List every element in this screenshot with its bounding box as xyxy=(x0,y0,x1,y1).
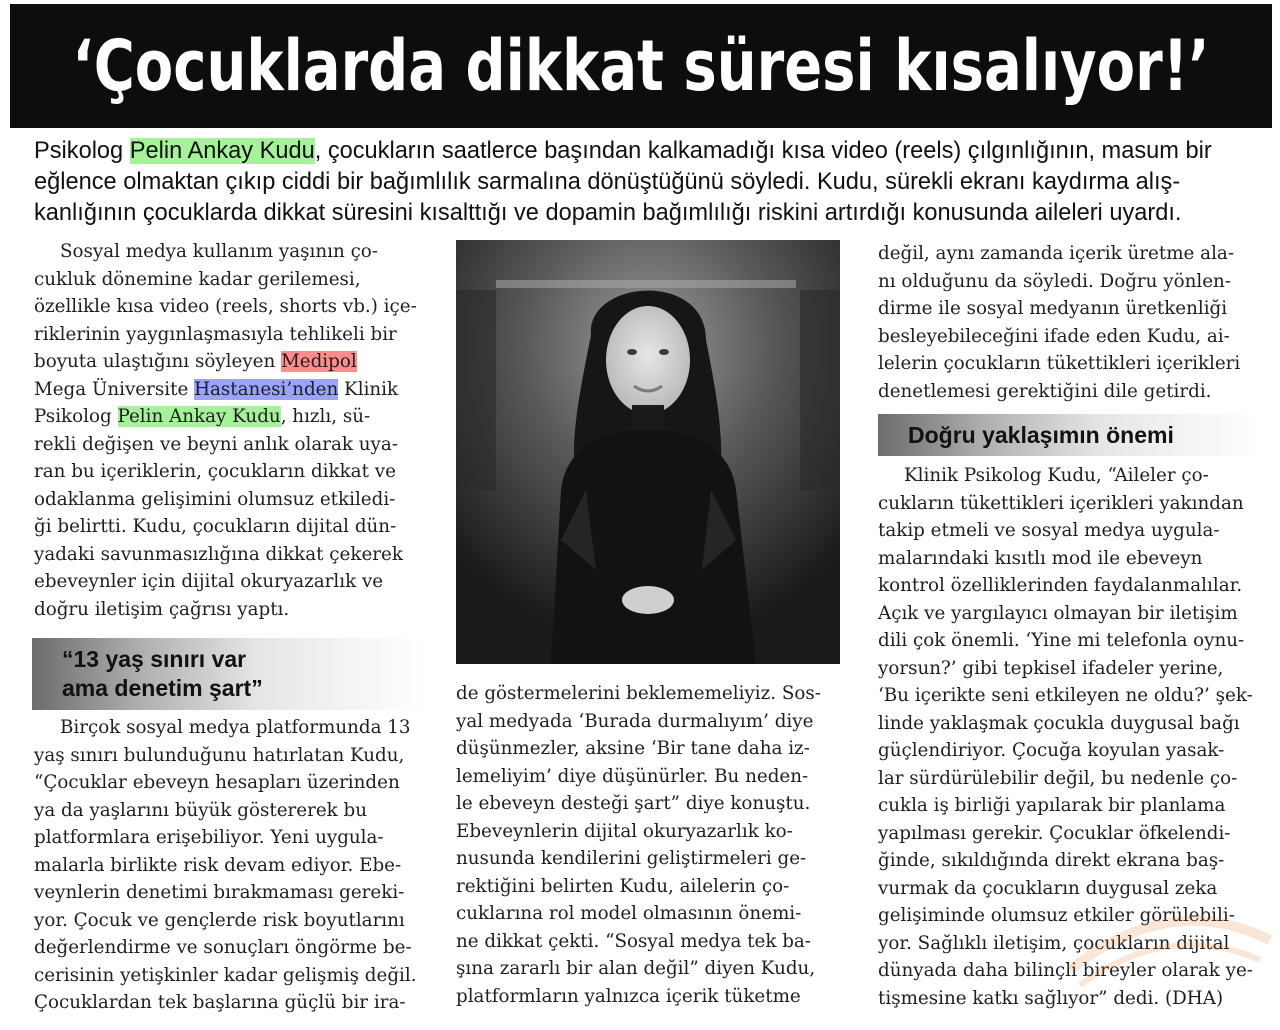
body-line: platformlara erişebiliyor. Yeni uygula- xyxy=(34,827,384,848)
body-line: Ebeveynlerin dijital okuryazarlık ko- xyxy=(456,820,793,842)
body-line: dili çok önemli. ‘Yine mi telefonla oynu- xyxy=(878,630,1245,651)
body-line: Birçok sosyal medya platformunda 13 xyxy=(60,717,411,738)
body-line: nı olduğunu da söyledi. Doğru yönlen- xyxy=(878,270,1231,292)
body-line: yal medyada ‘Burada durmalıyım’ diye xyxy=(456,710,814,732)
column-1 xyxy=(34,238,434,623)
body-line: lemeliyim’ diye düşünürler. Bu neden- xyxy=(456,765,809,787)
body-line: veynlerin denetimi bırakmaması gereki- xyxy=(34,882,405,903)
body-line xyxy=(34,348,434,376)
body-line: dünyada daha bilinçli bireyler olarak ye- xyxy=(878,960,1253,981)
portrait-photo xyxy=(456,240,840,664)
body-line: yaş sınırı bulunduğunu hatırlatan Kudu, xyxy=(34,744,405,766)
body-line: platformların yalnızca içerik tüketme xyxy=(456,985,801,1007)
body-line: malarla birlikte risk devam ediyor. Ebe- xyxy=(34,854,402,876)
organization-highlight: Hastanesi’nden xyxy=(194,378,339,400)
body-line xyxy=(34,403,434,431)
body-line xyxy=(34,376,434,404)
body-line: güçlendiriyor. Çocuğa koyulan yasak- xyxy=(878,740,1225,761)
body-line: yor. Sağlıklı iletişim, çocukların dijital xyxy=(878,932,1230,954)
body-line: riklerinin yaygınlaşmasıyla tehlikeli bir xyxy=(34,323,397,345)
column-3-continued xyxy=(878,462,1274,1012)
body-line: değil, aynı zamanda içerik üretme ala- xyxy=(878,243,1234,264)
column-3 xyxy=(878,240,1274,405)
body-line: rekli değişen ve beyni anlık olarak uya- xyxy=(34,433,398,455)
body-text: Psikolog xyxy=(34,406,118,427)
lead-text: , çocukların saatlerce başından kalkamadığı kısa video (reels) çılgınlığının, masum bir xyxy=(314,138,1212,164)
body-text: , hızlı, sü- xyxy=(280,406,371,427)
body-line: gelişiminde olumsuz etkiler görülebili- xyxy=(878,905,1235,926)
body-line: düşünmezler, aksine ‘Bir tane daha iz- xyxy=(456,738,810,759)
body-line: besleyebileceğini ifade eden Kudu, ai- xyxy=(878,325,1230,347)
body-line: vurmak da çocukların duygusal zeka xyxy=(878,877,1218,899)
lead-line: kanlığının çocuklarda dikkat süresini kısalttığı ve dopamin bağımlılığı riskini artırdığı konusunda aileleri uyardı. xyxy=(34,200,1182,226)
body-text: Klinik xyxy=(338,378,399,400)
body-line: takip etmeli ve sosyal medya uygula- xyxy=(878,520,1220,541)
body-line: ği belirtti. Kudu, çocukların dijital dün- xyxy=(34,516,397,537)
portrait-illustration xyxy=(456,240,840,664)
body-line: Klinik Psikolog Kudu, “Aileler ço- xyxy=(904,465,1209,486)
lead-text: Psikolog xyxy=(34,138,130,164)
lead-line: eğlence olmaktan çıkıp ciddi bir bağımlılık sarmalına dönüştüğünü söyledi. Kudu, sürekli ekranı kaydırma alış- xyxy=(34,169,1181,195)
body-line: cukların tükettikleri içerikleri yakından xyxy=(878,492,1244,514)
body-line: cukla iş birliği yapılarak bir planlama xyxy=(878,795,1226,816)
lead-paragraph xyxy=(34,136,1274,229)
body-line: Sosyal medya kullanım yaşının ço- xyxy=(60,241,378,262)
body-line: cukluk dönemine kadar gerilemesi, xyxy=(34,268,361,290)
lead-line xyxy=(34,136,1274,167)
body-line: ran bu içeriklerin, çocukların dikkat ve xyxy=(34,461,396,482)
body-line: ne dikkat çekti. “Sosyal medya tek ba- xyxy=(456,930,811,952)
body-line: cerisinin yetişkinler kadar gelişmiş değil. xyxy=(34,964,417,986)
body-line: dirme ile sosyal medyanın üretkenliği xyxy=(878,298,1228,319)
body-line: Çocuklardan tek başlarına güçlü bir ira- xyxy=(34,992,406,1013)
body-line: şına zararlı bir alan değil” diyen Kudu, xyxy=(456,958,816,979)
body-line: özellikle kısa video (reels, shorts vb.) içe- xyxy=(34,296,417,317)
column-2 xyxy=(456,680,856,1010)
column-1-continued xyxy=(34,714,434,1017)
organization-highlight: Medipol xyxy=(281,351,357,372)
body-text: boyuta ulaştığını söyleyen xyxy=(34,351,282,372)
body-line: yadaki savunmasızlığına dikkat çekerek xyxy=(34,543,403,565)
body-line: ya da yaşlarını büyük göstererek bu xyxy=(34,799,368,821)
body-line: ebeveynler için dijital okuryazarlık ve xyxy=(34,571,384,592)
body-line: yor. Çocuk ve gençlerde risk boyutlarını xyxy=(34,909,405,931)
body-line: denetlemesi gerektiğini dile getirdi. xyxy=(878,380,1212,402)
body-line: doğru iletişim çağrısı yaptı. xyxy=(34,598,290,620)
body-line: lar sürdürülebilir değil, bu nedenle ço- xyxy=(878,767,1238,789)
body-line: değerlendirme ve sonuçları öngörme be- xyxy=(34,937,412,958)
body-text: Mega Üniversite xyxy=(34,378,195,400)
body-line: linde yaklaşmak çocukla duygusal bağı xyxy=(878,712,1240,734)
headline: ‘Çocuklarda dikkat süresi kısalıyor!’ xyxy=(72,25,1210,107)
body-line: ğinde, sıkıldığında direkt ekrana baş- xyxy=(878,850,1225,871)
subheading-line: “13 yaş sınırı var xyxy=(62,646,247,672)
body-line: Açık ve yargılayıcı olmayan bir iletişim xyxy=(878,602,1238,624)
person-name-highlight: Pelin Ankay Kudu xyxy=(129,138,315,164)
body-line: rektiğini belirten Kudu, ailelerin ço- xyxy=(456,875,790,897)
body-line: lelerin çocukların tükettikleri içerikleri xyxy=(878,353,1241,374)
body-line: de göstermelerini beklememeliyiz. Sos- xyxy=(456,683,821,704)
body-line: tişmesine katkı sağlıyor” dedi. (DHA) xyxy=(878,987,1224,1009)
body-line: yorsun?’ gibi tepkisel ifadeler yerine, xyxy=(878,657,1224,679)
subheading-right-approach: Doğru yaklaşımın önemi xyxy=(878,414,1262,456)
subheading-line: ama denetim şart” xyxy=(62,675,263,701)
body-line: “Çocuklar ebeveyn hesapları üzerinden xyxy=(34,772,400,793)
body-line: nusunda kendilerini geliştirmeleri ge- xyxy=(456,848,807,869)
body-line: malarındaki kısıtlı mod ile ebeveyn xyxy=(878,547,1203,569)
body-line: kontrol özelliklerinden faydalanmalılar. xyxy=(878,575,1243,596)
body-line: cuklarına rol model olmasının önemi- xyxy=(456,903,802,924)
subheading-age-limit xyxy=(32,638,424,710)
body-line: le ebeveyn desteği şart” diye konuştu. xyxy=(456,793,811,814)
headline-bar xyxy=(10,4,1272,128)
body-line: odaklanma gelişimini olumsuz etkiledi- xyxy=(34,488,396,510)
body-line: yapılması gerekir. Çocuklar öfkelendi- xyxy=(878,822,1231,844)
body-line: ‘Bu içerikte seni etkileyen ne oldu?’ şek- xyxy=(878,685,1253,706)
person-name-highlight: Pelin Ankay Kudu xyxy=(117,406,281,427)
